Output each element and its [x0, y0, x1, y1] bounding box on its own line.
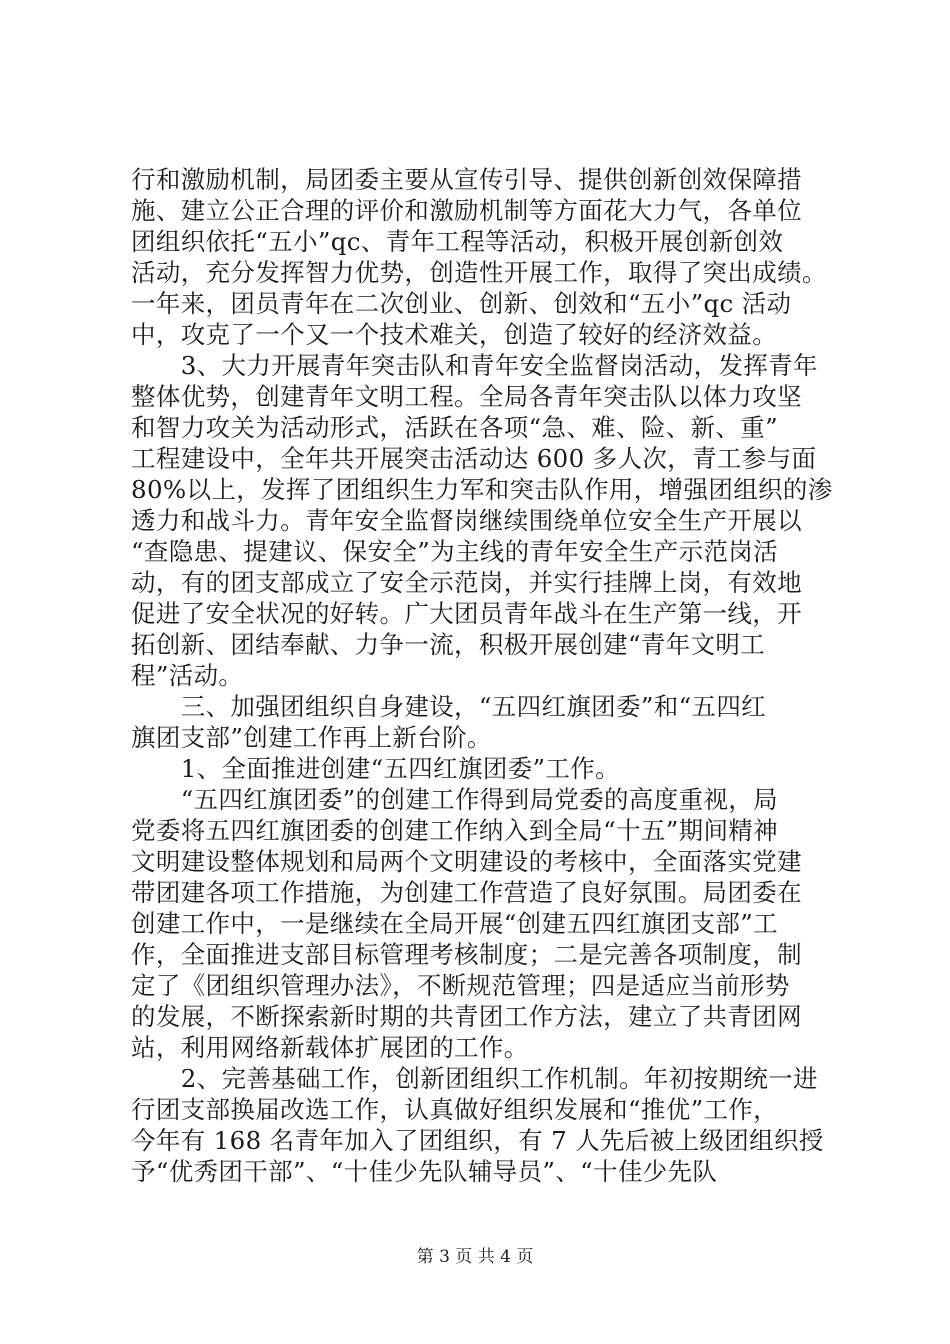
text-line: 团组织依托“五小”qc、青年工程等活动，积极开展创新创效	[131, 227, 784, 256]
text-line: 今年有 168 名青年加入了团组织，有 7 人先后被上级团组织授	[131, 1126, 824, 1155]
text-line: 站，利用网络新载体扩展团的工作。	[131, 1033, 529, 1062]
text-line: 行团支部换届改选工作，认真做好组织发展和“推优”工作，	[131, 1095, 778, 1124]
text-line: 工程建设中，全年共开展突击活动达 600 多人次，青工参与面	[131, 444, 817, 473]
page-footer: 第 3 页 共 4 页	[416, 1247, 534, 1267]
text-line: 予“优秀团干部”、“十佳少先队辅导员”、“十佳少先队	[131, 1157, 718, 1186]
text-line: 文明建设整体规划和局两个文明建设的考核中，全面落实党建	[131, 847, 802, 876]
text-line: 1、全面推进创建“五四红旗团委”工作。	[131, 754, 620, 783]
text-line: 动，有的团支部成立了安全示范岗，并实行挂牌上岗，有效地	[131, 568, 802, 597]
text-line: 作，全面推进支部目标管理考核制度；二是完善各项制度，制	[131, 940, 802, 969]
text-line: 带团建各项工作措施，为创建工作营造了良好氛围。局团委在	[131, 878, 802, 907]
text-line: 活动，充分发挥智力优势，创造性开展工作，取得了突出成绩。	[131, 258, 827, 287]
text-line: 施、建立公正合理的评价和激励机制等方面花大力气，各单位	[131, 196, 802, 225]
text-line: 旗团支部”创建工作再上新台阶。	[131, 723, 492, 752]
text-line: 行和激励机制，局团委主要从宣传引导、提供创新创效保障措	[131, 165, 802, 194]
text-line: 3、大力开展青年突击队和青年安全监督岗活动，发挥青年	[131, 351, 818, 380]
text-line: 整体优势，创建青年文明工程。全局各青年突击队以体力攻坚	[131, 382, 802, 411]
text-line: 创建工作中，一是继续在全局开展“创建五四红旗团支部”工	[131, 909, 778, 938]
text-line: 程”活动。	[131, 661, 244, 690]
text-line: “五四红旗团委”的创建工作得到局党委的高度重视，局	[131, 785, 778, 814]
text-line: 拓创新、团结奉献、力争一流，积极开展创建“青年文明工	[131, 630, 766, 659]
text-line: 定了《团组织管理办法》，不断规范管理；四是适应当前形势	[131, 971, 790, 1000]
text-line: 党委将五四红旗团委的创建工作纳入到全局“十五”期间精神	[131, 816, 778, 845]
text-line: 促进了安全状况的好转。广大团员青年战斗在生产第一线，开	[131, 599, 802, 628]
text-line: “查隐患、提建议、保安全”为主线的青年安全生产示范岗活	[131, 537, 778, 566]
text-line: 和智力攻关为活动形式，活跃在各项“急、难、险、新、重”	[131, 413, 778, 442]
text-line: 中，攻克了一个又一个技术难关，创造了较好的经济效益。	[131, 320, 778, 349]
text-line: 一年来，团员青年在二次创业、创新、创效和“五小”qc 活动	[131, 289, 792, 318]
text-line: 的发展，不断探索新时期的共青团工作方法，建立了共青团网	[131, 1002, 802, 1031]
text-line: 透力和战斗力。青年安全监督岗继续围绕单位安全生产开展以	[131, 506, 802, 535]
text-line: 三、加强团组织自身建设，“五四红旗团委”和“五四红	[131, 692, 767, 721]
text-line: 80%以上，发挥了团组织生力军和突击队作用，增强团组织的渗	[131, 475, 833, 504]
text-line: 2、完善基础工作，创新团组织工作机制。年初按期统一进	[131, 1064, 818, 1093]
